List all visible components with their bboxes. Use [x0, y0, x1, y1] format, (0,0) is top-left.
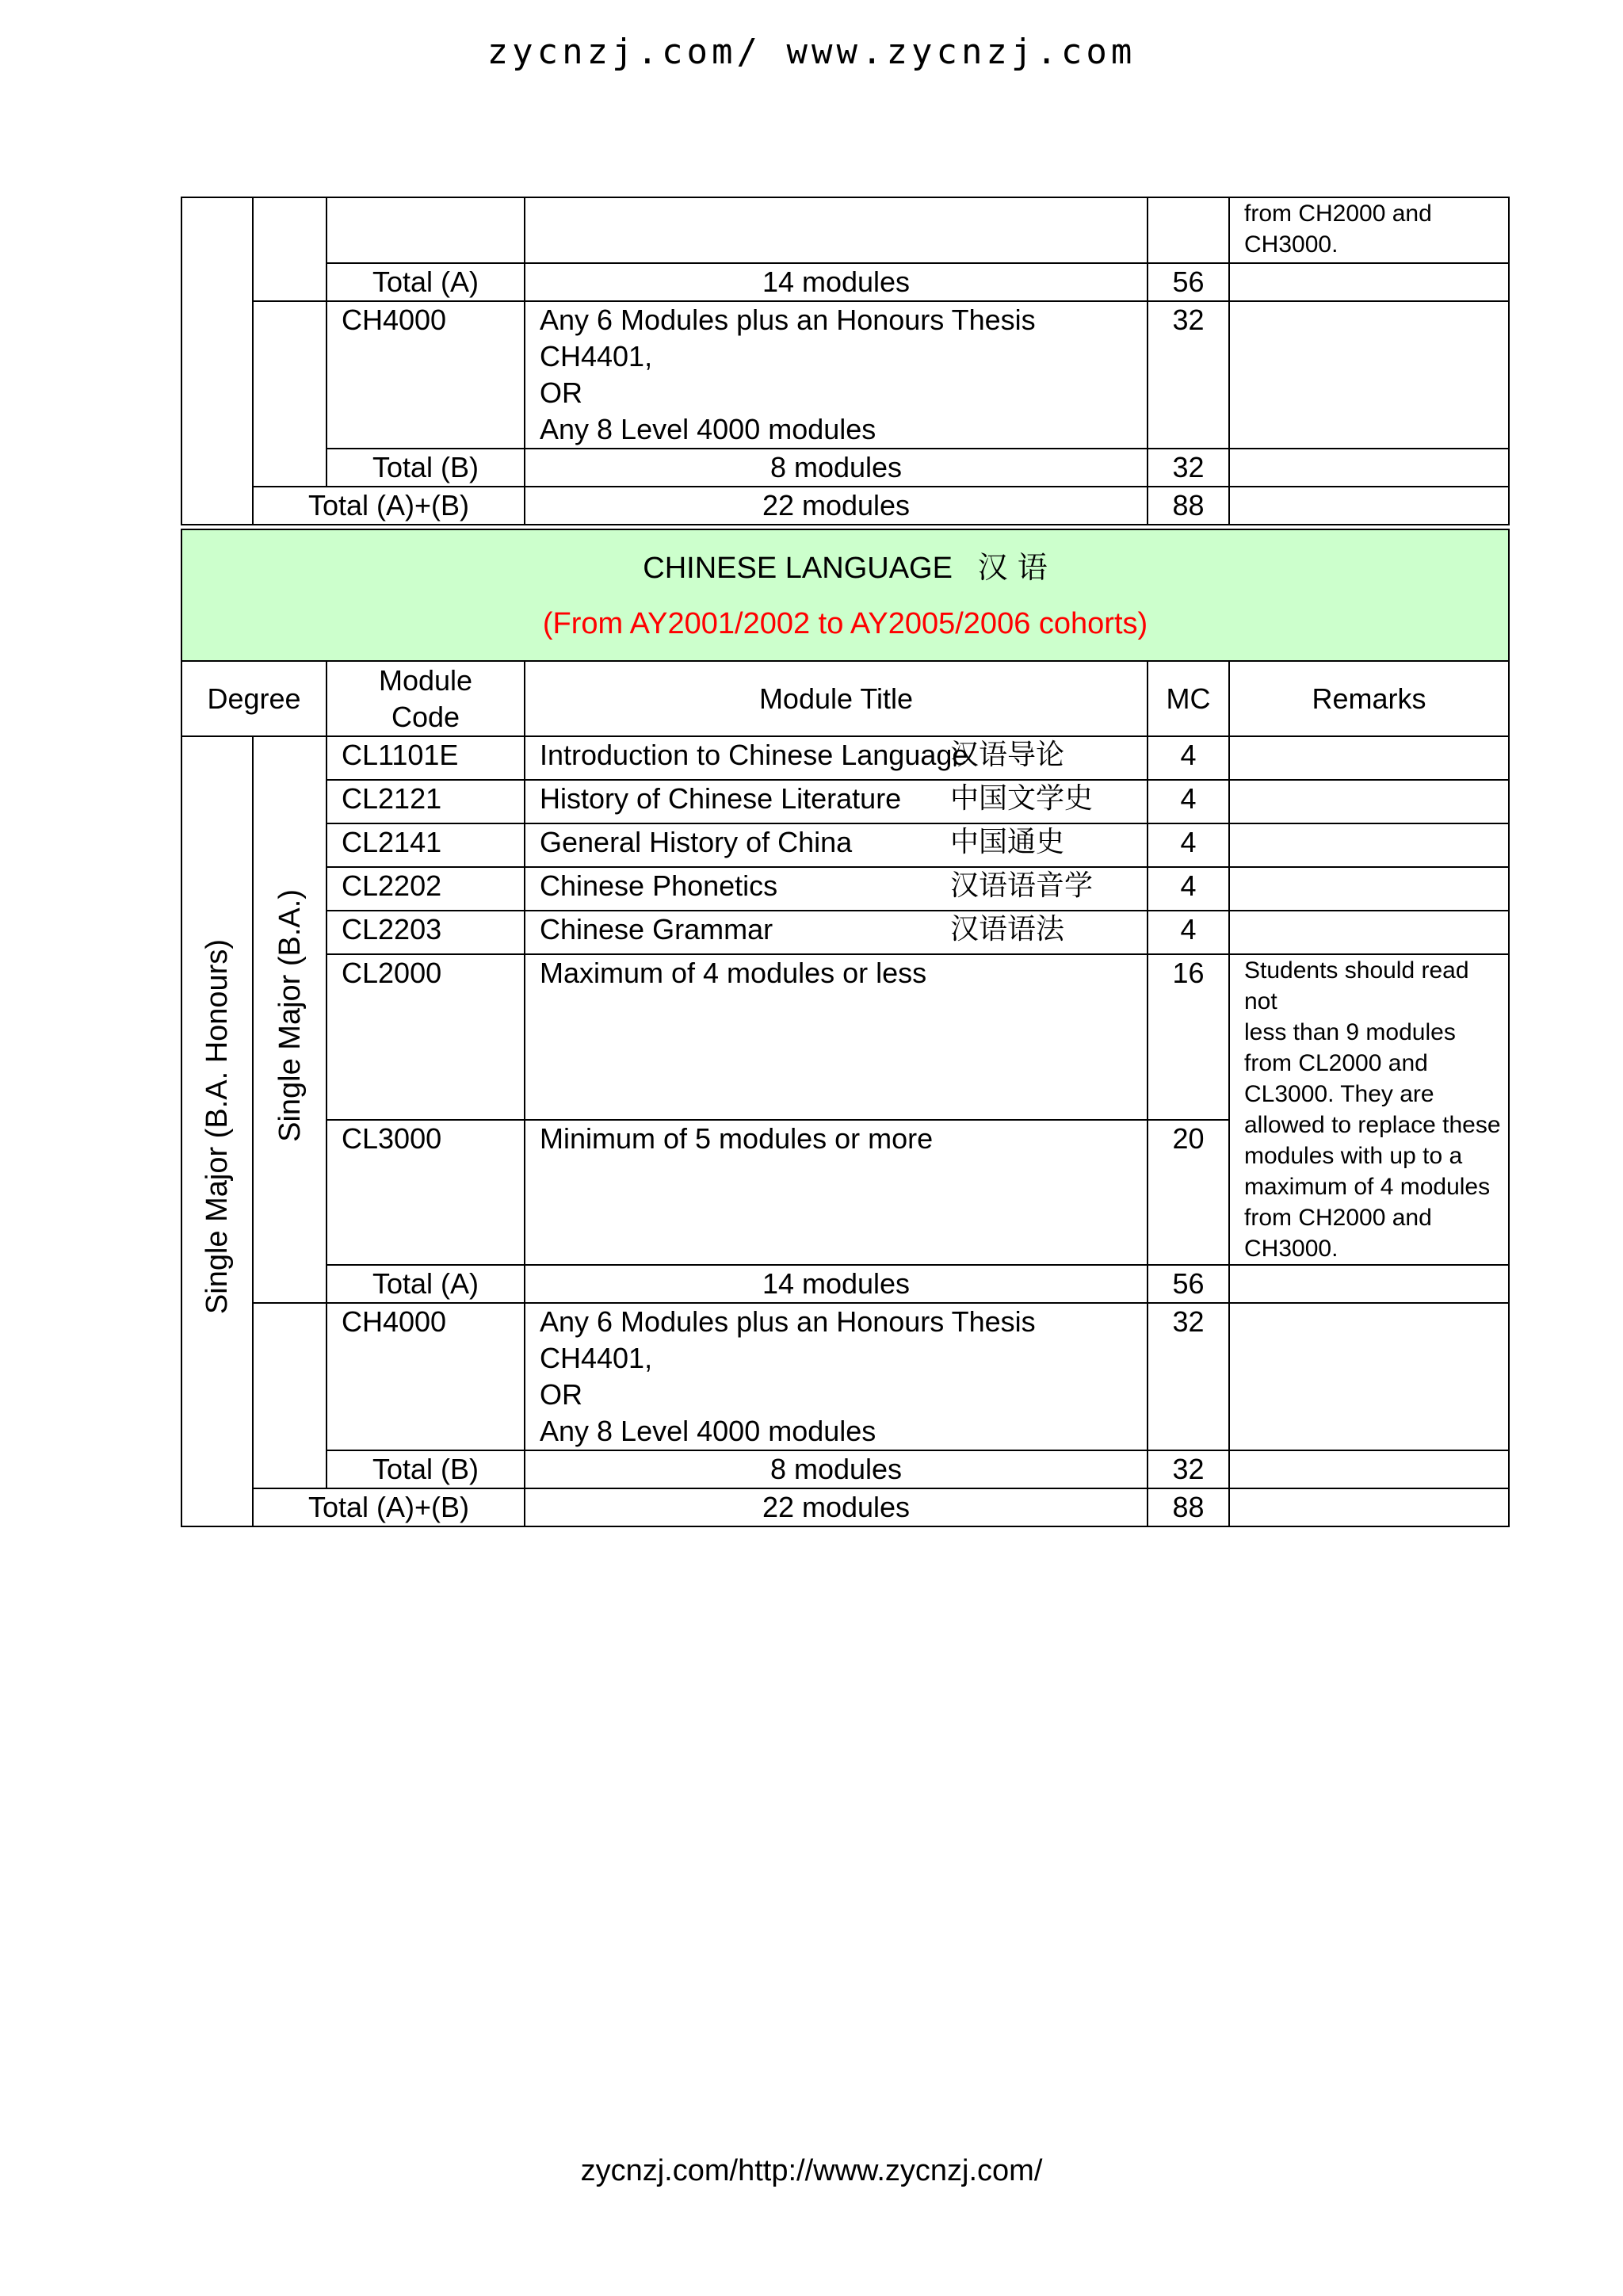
- remarks-line: CL3000. They are: [1244, 1081, 1434, 1107]
- remarks-cell: [1229, 780, 1509, 823]
- mc-value: 4: [1148, 780, 1229, 823]
- module-title: [525, 823, 1148, 867]
- total-ab-label: Total (A)+(B): [253, 487, 525, 525]
- remarks-line: from CL2000 and: [1244, 1050, 1428, 1076]
- remarks-cell: [1229, 823, 1509, 867]
- header-module-code: [327, 661, 525, 736]
- total-b-modules: 8 modules: [525, 449, 1148, 487]
- remarks-cell: [1229, 487, 1509, 525]
- title-line: Any 6 Modules plus an Honours Thesis CH4401,: [540, 1305, 1036, 1374]
- remarks-cell: [1229, 449, 1509, 487]
- total-b-mc: 32: [1148, 449, 1229, 487]
- degree-sub-cell: [253, 1303, 327, 1488]
- degree-cell: [181, 197, 253, 525]
- module-title: [525, 867, 1148, 911]
- header-mc: MC: [1148, 661, 1229, 736]
- remarks-line: less than 9 modules: [1244, 1019, 1456, 1045]
- total-a-mc: 56: [1148, 263, 1229, 301]
- remarks-cell: [1229, 867, 1509, 911]
- header-code-line: Module: [378, 663, 473, 697]
- module-title-cjk: 汉语语法: [950, 913, 1065, 946]
- total-ab-modules: 22 modules: [525, 1488, 1148, 1526]
- remarks-line: allowed to replace these: [1244, 1112, 1501, 1138]
- table-subtitle: (From AY2001/2002 to AY2005/2006 cohorts): [542, 606, 1148, 640]
- table-title-banner: [181, 529, 1509, 661]
- degree-outer-label: Single Major (B.A. Honours): [200, 939, 234, 1315]
- header-code-line: Code: [391, 700, 460, 733]
- module-title-text: History of Chinese Literature: [540, 782, 902, 815]
- remarks-line: modules with up to a: [1244, 1143, 1463, 1169]
- chinese-language-table: [181, 529, 1510, 1527]
- degree-inner-cell: [253, 736, 327, 1303]
- module-code: CH4000: [327, 1303, 525, 1450]
- remarks-cell: [1229, 301, 1509, 449]
- module-title-text: General History of China: [540, 826, 853, 858]
- module-title-cjk: 汉语语音学: [950, 869, 1094, 902]
- module-title-cjk: 汉语导论: [950, 739, 1065, 771]
- total-a-modules: 14 modules: [525, 1265, 1148, 1303]
- remarks-cell: [1229, 1303, 1509, 1450]
- total-a-modules: 14 modules: [525, 263, 1148, 301]
- module-title: [525, 911, 1148, 954]
- total-ab-mc: 88: [1148, 487, 1229, 525]
- title-line: Any 8 Level 4000 modules: [540, 1415, 876, 1447]
- total-a-mc: 56: [1148, 1265, 1229, 1303]
- top-module-table: [181, 197, 1510, 525]
- remarks-line: maximum of 4 modules: [1244, 1174, 1491, 1200]
- title-line: OR: [540, 376, 582, 409]
- title-cell: [525, 197, 1148, 263]
- mc-value: 4: [1148, 911, 1229, 954]
- header-degree: Degree: [181, 661, 327, 736]
- table-title: [182, 548, 1508, 588]
- module-code: CL3000: [327, 1120, 525, 1265]
- module-title: [525, 301, 1148, 449]
- total-a-label: Total (A): [327, 263, 525, 301]
- total-b-mc: 32: [1148, 1450, 1229, 1488]
- degree-sub-cell: [253, 197, 327, 301]
- module-code: CH4000: [327, 301, 525, 449]
- total-b-label: Total (B): [327, 1450, 525, 1488]
- remarks-line: CH3000.: [1244, 231, 1338, 258]
- total-ab-mc: 88: [1148, 1488, 1229, 1526]
- module-code: CL1101E: [327, 736, 525, 780]
- title-line: Any 6 Modules plus an Honours Thesis CH4401,: [540, 304, 1036, 372]
- remarks-cell: [1229, 911, 1509, 954]
- module-title: [525, 1303, 1148, 1450]
- module-code: CL2203: [327, 911, 525, 954]
- header-module-title: Module Title: [525, 661, 1148, 736]
- remarks-line: from CH2000 and: [1244, 1205, 1432, 1231]
- total-ab-label: Total (A)+(B): [253, 1488, 525, 1526]
- mc-value: 4: [1148, 867, 1229, 911]
- module-code: CL2121: [327, 780, 525, 823]
- title-line: Any 8 Level 4000 modules: [540, 413, 876, 445]
- remarks-line: from CH2000 and: [1244, 201, 1432, 227]
- module-title-cjk: 中国通史: [950, 826, 1065, 858]
- remarks-cell: [1229, 1450, 1509, 1488]
- total-b-modules: 8 modules: [525, 1450, 1148, 1488]
- remarks-cell: [1229, 263, 1509, 301]
- total-b-label: Total (B): [327, 449, 525, 487]
- mc-value: 32: [1148, 301, 1229, 449]
- module-title: Maximum of 4 modules or less: [525, 954, 1148, 1120]
- module-title-text: Chinese Grammar: [540, 913, 773, 946]
- degree-inner-label: Single Major (B.A.): [273, 888, 307, 1142]
- remarks-cell: [1229, 1265, 1509, 1303]
- remarks-line: CH3000.: [1244, 1236, 1338, 1262]
- header-remarks: Remarks: [1229, 661, 1509, 736]
- total-a-label: Total (A): [327, 1265, 525, 1303]
- remarks-cell: [1229, 197, 1509, 263]
- module-title-cjk: 中国文学史: [950, 782, 1094, 815]
- mc-value: 4: [1148, 736, 1229, 780]
- module-title: Minimum of 5 modules or more: [525, 1120, 1148, 1265]
- mc-cell: [1148, 197, 1229, 263]
- module-title-text: Introduction to Chinese Language: [540, 739, 968, 771]
- footer-url: zycnzj.com/http://www.zycnzj.com/: [580, 2154, 1043, 2187]
- module-title: [525, 736, 1148, 780]
- remarks-cell: [1229, 954, 1509, 1265]
- mc-value: 20: [1148, 1120, 1229, 1265]
- remarks-cell: [1229, 736, 1509, 780]
- module-code: CL2000: [327, 954, 525, 1120]
- mc-value: 16: [1148, 954, 1229, 1120]
- remarks-line: Students should read not: [1244, 957, 1469, 1014]
- module-code: CL2141: [327, 823, 525, 867]
- mc-value: 32: [1148, 1303, 1229, 1450]
- degree-sub-cell: [253, 301, 327, 487]
- table-title-cjk: 汉 语: [977, 549, 1048, 585]
- degree-outer-cell: [181, 736, 253, 1526]
- header-url: zycnzj.com/ www.zycnzj.com: [487, 32, 1136, 72]
- title-line: OR: [540, 1378, 582, 1411]
- mc-value: 4: [1148, 823, 1229, 867]
- remarks-cell: [1229, 1488, 1509, 1526]
- module-title-text: Chinese Phonetics: [540, 869, 778, 902]
- module-title: [525, 780, 1148, 823]
- total-ab-modules: 22 modules: [525, 487, 1148, 525]
- code-cell: [327, 197, 525, 263]
- table-title-text: CHINESE LANGUAGE: [643, 551, 953, 585]
- module-code: CL2202: [327, 867, 525, 911]
